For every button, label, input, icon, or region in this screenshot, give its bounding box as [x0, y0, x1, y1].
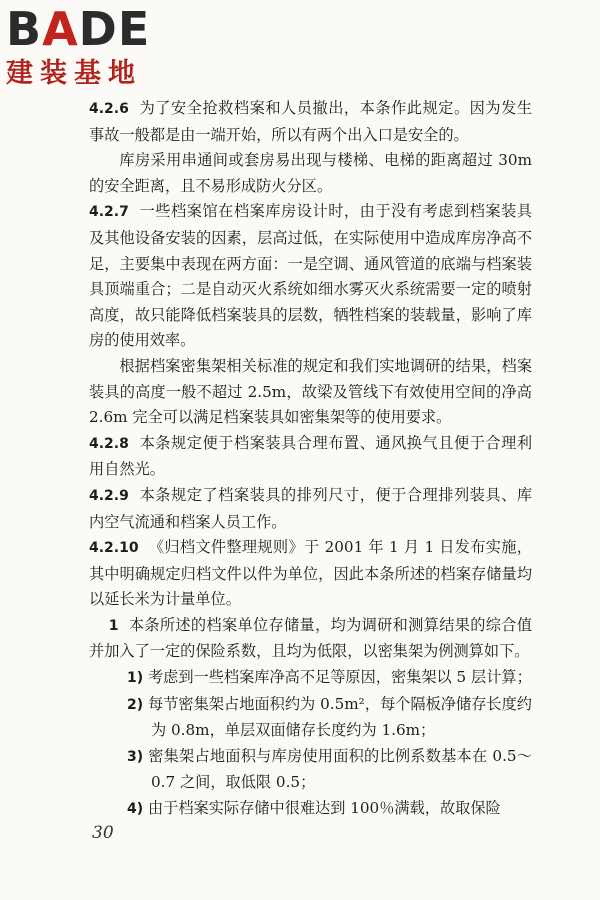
clause-number: 4.2.6: [89, 101, 129, 117]
list-item: 2) 每节密集架占地面积约为 0.5m²，每个隔板净储存长度约为 0.8m，单层双面储存长度约为 1.6m；: [127, 694, 532, 740]
clause-4-2-9: 4.2.9 本条规定了档案装具的排列尺寸，便于合理排列装具、库内空气流通和档案人员工作。: [89, 485, 533, 531]
document-body: [89, 96, 532, 823]
paragraph: 库房采用串通间或套房易出现与楼梯、电梯的距离超过 30m 的安全距离，且不易形成防火分区。: [89, 151, 532, 195]
logo-subtitle: 建装基地: [6, 58, 142, 89]
logo-wordmark: BADE: [6, 2, 151, 56]
clause-number: 4.2.7: [89, 204, 129, 221]
brand-logo: [6, 4, 176, 92]
clause-4-2-6: 4.2.6 为了安全抢救档案和人员撤出，本条作此规定。因为发生事故一般都是由一端开始，所以有两个出入口是安全的。: [89, 99, 533, 144]
clause-number: 4.2.10: [89, 540, 139, 557]
clause-4-2-7: 4.2.7 一些档案馆在档案库房设计时，由于没有考虑到档案装具及其他设备安装的因素，层高过低，在实际使用中造成库房净高不足，主要集中表现在两方面：一是空调、通风管道的底端与档案装具顶端重合；二是自动灭火系统如细水雾灭火系统需要一定的喷射高度，故只能降低档案装具的层数，牺牲档案的装载量，影响了库房的使用效率。: [89, 202, 533, 350]
list-item: 1) 考虑到一些档案库净高不足等原因，密集架以 5 层计算；: [127, 668, 532, 687]
page-number: 30: [92, 823, 114, 843]
clause-number: 4.2.9: [89, 487, 129, 504]
list-item: 3) 密集架占地面积与库房使用面积的比例系数基本在 0.5～0.7 之间，取低限 0.5；: [127, 746, 533, 792]
clause-4-2-10: 4.2.10 《归档文件整理规则》于 2001 年 1 月 1 日发布实施，其中明确规定归档文件以件为单位，因此本条所述的档案存储量均以延长米为计量单位。: [89, 538, 532, 609]
clause-4-2-8: 4.2.8 本条规定便于档案装具合理布置、通风换气且便于合理利用自然光。: [89, 433, 533, 479]
clause-number: 4.2.8: [89, 435, 129, 452]
list-item: 4) 由于档案实际存储中很难达到 100％满载，故取保险: [127, 799, 501, 818]
paragraph: 根据档案密集架相关标准的规定和我们实地调研的结果，档案装具的高度一般不超过 2.5m，故梁及管线下有效使用空间的净高 2.6m 完全可以满足档案装具如密集架等的使用要求。: [89, 356, 532, 427]
item-1: 1 本条所述的档案单位存储量，均为调研和测算结果的综合值并加入了一定的保险系数，且均为低限，以密集架为例测算如下。: [89, 615, 533, 661]
item-number: 1: [108, 617, 119, 634]
